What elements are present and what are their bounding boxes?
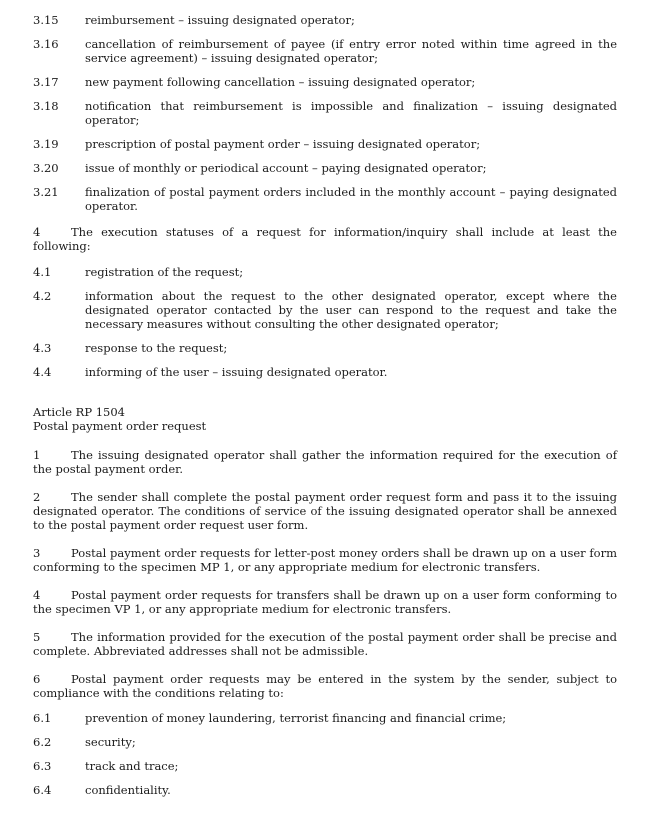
paragraph-number: 1	[33, 447, 41, 462]
clause-number: 3.16	[33, 37, 59, 51]
paragraph-text: The information provided for the execution of the postal payment order shall be precise and complete. Abbreviated addresses shall not be admissible.	[33, 629, 617, 658]
clause-text: track and trace;	[85, 759, 179, 773]
clause-number: 6.1	[33, 711, 52, 725]
clause-item	[33, 13, 617, 27]
clause-item	[33, 161, 617, 175]
paragraph	[33, 672, 617, 700]
clause-item	[33, 137, 617, 151]
clause-number: 6.2	[33, 735, 52, 749]
clause-item	[33, 759, 617, 773]
clause-text: registration of the request;	[85, 264, 244, 279]
clause-text: finalization of postal payment orders included in the monthly account – paying designated operator.	[85, 185, 617, 213]
clause-text: information about the request to the other designated operator, except where the designated operator contacted by the user can respond to the request and take the necessary measures without consulting the other designated operator;	[85, 288, 617, 331]
clause-item	[33, 37, 617, 65]
clause-text: prevention of money laundering, terrorist financing and financial crime;	[85, 711, 507, 725]
paragraph	[33, 490, 617, 532]
paragraph	[33, 448, 617, 476]
clause-number: 3.21	[33, 185, 59, 199]
clause-item	[33, 75, 617, 89]
paragraph	[33, 546, 617, 574]
clause-text: confidentiality.	[85, 783, 171, 797]
clause-item	[33, 185, 617, 213]
clause-item	[33, 265, 617, 279]
clause-text: notification that reimbursement is impossible and finalization – issuing designated operator;	[85, 99, 617, 127]
clause-number: 4.2	[33, 288, 52, 303]
clause-number: 3.17	[33, 75, 59, 89]
clause-text: new payment following cancellation – issuing designated operator;	[85, 75, 476, 89]
clause-text: cancellation of reimbursement of payee (if entry error noted within time agreed in the service agreement) – issuing designated operator;	[85, 37, 617, 65]
clause-number: 3.15	[33, 13, 59, 27]
paragraph-number: 3	[33, 545, 41, 560]
clause-number: 4.3	[33, 340, 52, 355]
clause-item	[33, 365, 617, 379]
paragraph-number: 4	[33, 225, 41, 239]
paragraph-number: 6	[33, 671, 41, 686]
paragraph-number: 2	[33, 489, 41, 504]
clause-number: 6.3	[33, 759, 52, 773]
clause-text: security;	[85, 735, 136, 749]
clause-item	[33, 735, 617, 749]
paragraph	[33, 588, 617, 616]
paragraph-text: Postal payment order requests for letter-post money orders shall be drawn up on a user form conforming to the specimen MP 1, or any appropriate medium for electronic transfers.	[33, 545, 617, 574]
paragraph-number: 5	[33, 629, 41, 644]
paragraph-number: 4	[33, 587, 41, 602]
paragraph-text: The sender shall complete the postal payment order request form and pass it to the issuing designated operator. The conditions of service of the issuing designated operator shall be annexed to the postal payment order request user form.	[33, 489, 617, 532]
paragraph-text: The execution statuses of a request for information/inquiry shall include at least the following:	[33, 225, 617, 253]
paragraph-text: Postal payment order requests may be entered in the system by the sender, subject to compliance with the conditions relating to:	[33, 671, 617, 700]
paragraph-text: Postal payment order requests for transfers shall be drawn up on a user form conforming to the specimen VP 1, or any appropriate medium for electronic transfers.	[33, 587, 617, 616]
clause-text: informing of the user – issuing designated operator.	[85, 364, 388, 379]
clause-item	[33, 99, 617, 127]
article-heading	[33, 405, 617, 433]
paragraph-text: The issuing designated operator shall gather the information required for the execution of the postal payment order.	[33, 447, 617, 476]
clause-item	[33, 289, 617, 331]
clause-item	[33, 341, 617, 355]
article-title: Postal payment order request	[33, 418, 207, 433]
clause-text: prescription of postal payment order – issuing designated operator;	[85, 137, 481, 151]
clause-text: response to the request;	[85, 340, 228, 355]
clause-number: 3.18	[33, 99, 59, 113]
paragraph	[33, 225, 617, 253]
paragraph	[33, 630, 617, 658]
clause-text: reimbursement – issuing designated operator;	[85, 13, 355, 27]
clause-number: 4.1	[33, 264, 52, 279]
clause-item	[33, 783, 617, 797]
clause-number: 3.20	[33, 161, 59, 175]
clause-number: 4.4	[33, 364, 52, 379]
clause-text: issue of monthly or periodical account – paying designated operator;	[85, 161, 487, 175]
clause-item	[33, 711, 617, 725]
article-number: Article RP 1504	[33, 404, 125, 419]
clause-number: 6.4	[33, 783, 52, 797]
clause-number: 3.19	[33, 137, 59, 151]
